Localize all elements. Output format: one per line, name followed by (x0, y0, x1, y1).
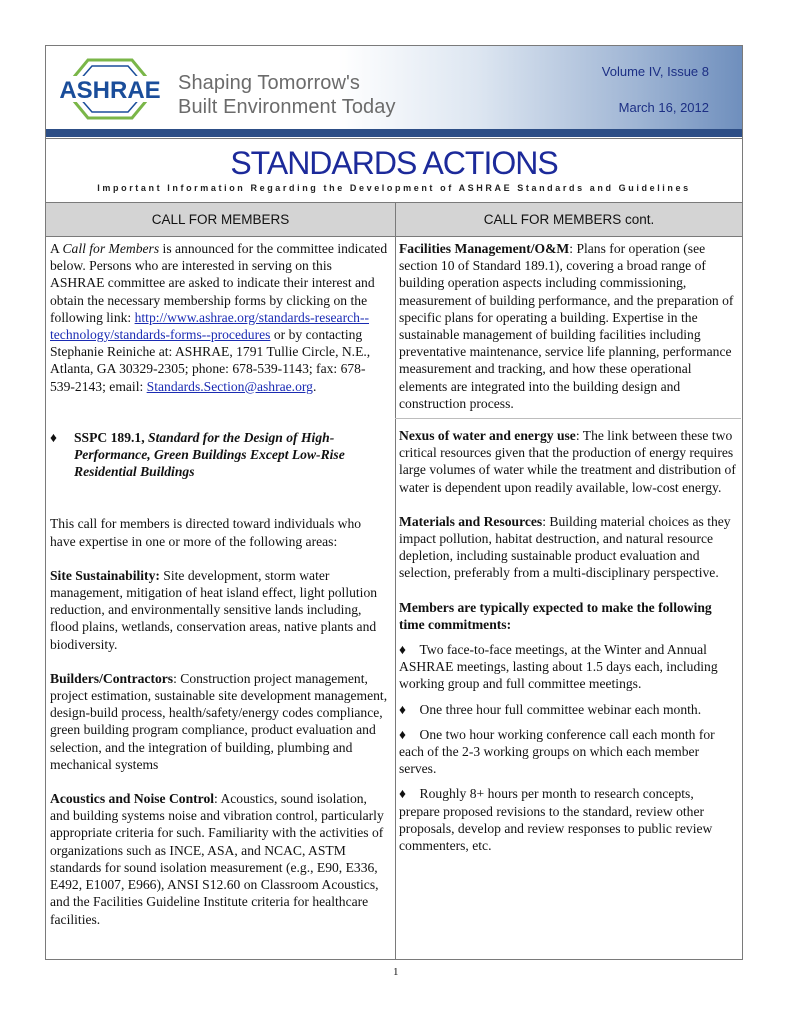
volume-issue: Volume IV, Issue 8 (601, 64, 709, 79)
tagline-line-2: Built Environment Today (178, 96, 396, 118)
title-section (46, 138, 742, 202)
facilities-paragraph: Facilities Management/O&M: Plans for operation (see section 10 of Standard 189.1), covering a broad range of building operation aspects including commissioning, measurement of building performance, and the preparation of specific plans for operating a building. Expertise in the sustainable management of building facilities including preventative maintenance, service life planning, performance measurement and tracking, and how these operational elements are integrated into the building design and construction process. (399, 241, 734, 411)
page-subtitle: Important Information Regarding the Development of ASHRAE Standards and Guidelines (97, 183, 691, 193)
issue-date: March 16, 2012 (618, 100, 709, 115)
standards-email-link[interactable]: Standards.Section@ashrae.org (146, 378, 313, 394)
commitment-item: ♦ One three hour full committee webinar each month. (399, 701, 702, 717)
tagline-line-1: Shaping Tomorrow's (178, 72, 361, 94)
page-number: 1 (393, 966, 399, 978)
masthead-bar (46, 129, 742, 137)
commitments-heading: Members are typically expected to make the following time commitments: (399, 599, 712, 632)
sspc-item: ♦ SSPC 189.1, Standard for the Design of High-Performance, Green Buildings Except Low-Rise Residential Buildings (50, 429, 345, 480)
left-column (50, 240, 388, 928)
acoustics-paragraph: Acoustics and Noise Control: Acoustics, sound isolation, and building systems noise and vibration control, particularly appropriate criteria for such. Familiarity with the activities of organizations such as INCE, ASA, and NCAC, ASTM standards for sound isolation measurement (e.g., E90, E336, E492, E1007, E966), ANSI S12.60 on Classroom Acoustics, and the Facilities Guideline Institute criteria for healthcare facilities. (50, 791, 384, 927)
ashrae-logo (58, 56, 162, 122)
section-divider (395, 418, 741, 419)
nexus-paragraph: Nexus of water and energy use: The link between these two critical resources given that the production of energy requires large volumes of water while the treatment and distribution of water is dependent upon readily available, low-cost energy. (399, 428, 736, 495)
diamond-bullet-icon: ♦ (50, 429, 57, 445)
site-sustainability-paragraph: Site Sustainability: Site development, storm water management, mitigation of heat island effect, light pollution reduction, and environmentally sensitive lands including, flood plains, wetlands, conservation areas, native plants and biodiversity. (50, 567, 378, 652)
diamond-bullet-icon: ♦ (399, 701, 406, 717)
intro-paragraph: A Call for Members is announced for the committee indicated below. Persons who are interested in serving on this ASHRAE committee are asked to indicate their interest and obtain the necessary membership forms by clicking on the following link: http://www.ashrae.org/standards-research--technology/standards-forms--procedures or by contacting Stephanie Reiniche at: ASHRAE, 1791 Tullie Circle, N.E., Atlanta, GA 30329-2305; phone: 678-539-1143; fax: 678-539-2143; email: Standards.Section@ashrae.org. (50, 241, 388, 394)
directed-paragraph: This call for members is directed toward individuals who have expertise in one or more of the following areas: (50, 516, 362, 549)
call-for-members-term: Call for Members (62, 241, 160, 256)
right-column-header: CALL FOR MEMBERS cont. (396, 202, 742, 237)
svg-text:ASHRAE: ASHRAE (59, 77, 161, 104)
right-column (399, 240, 737, 854)
diamond-bullet-icon: ♦ (399, 786, 406, 802)
left-column-header: CALL FOR MEMBERS (46, 202, 395, 237)
commitment-item: ♦ Two face-to-face meetings, at the Winter and Annual ASHRAE meetings, lasting about 1.5 days each, including working group and full committee meetings. (399, 642, 718, 692)
commitment-item: ♦ One two hour working conference call each month for each of the 2-3 working groups on which each member serves. (399, 726, 715, 777)
page-title: STANDARDS ACTIONS (230, 145, 558, 181)
materials-paragraph: Materials and Resources: Building material choices as they impact pollution, habitat destruction, and natural resource depletion, including sustainable product evaluation and selection, preferably from a multi-disciplinary perspective. (399, 513, 731, 581)
tagline (178, 71, 396, 119)
diamond-bullet-icon: ♦ (399, 726, 406, 742)
column-divider (395, 202, 396, 959)
diamond-bullet-icon: ♦ (399, 642, 406, 658)
commitment-item: ♦ Roughly 8+ hours per month to research concepts, prepare proposed revisions to the standard, review other proposals, develop and review responses to public review commenters, etc. (399, 786, 713, 854)
standards-forms-link[interactable]: http://www.ashrae.org/standards-research--technology/standards-forms--procedures (50, 309, 369, 343)
builders-paragraph: Builders/Contractors: Construction project management, project estimation, sustainable site development management, design-build process, health/safety/energy codes compliance, green building program compliance, product evaluation and selection, and the integration of building, plumbing and mechanical systems (50, 670, 388, 772)
